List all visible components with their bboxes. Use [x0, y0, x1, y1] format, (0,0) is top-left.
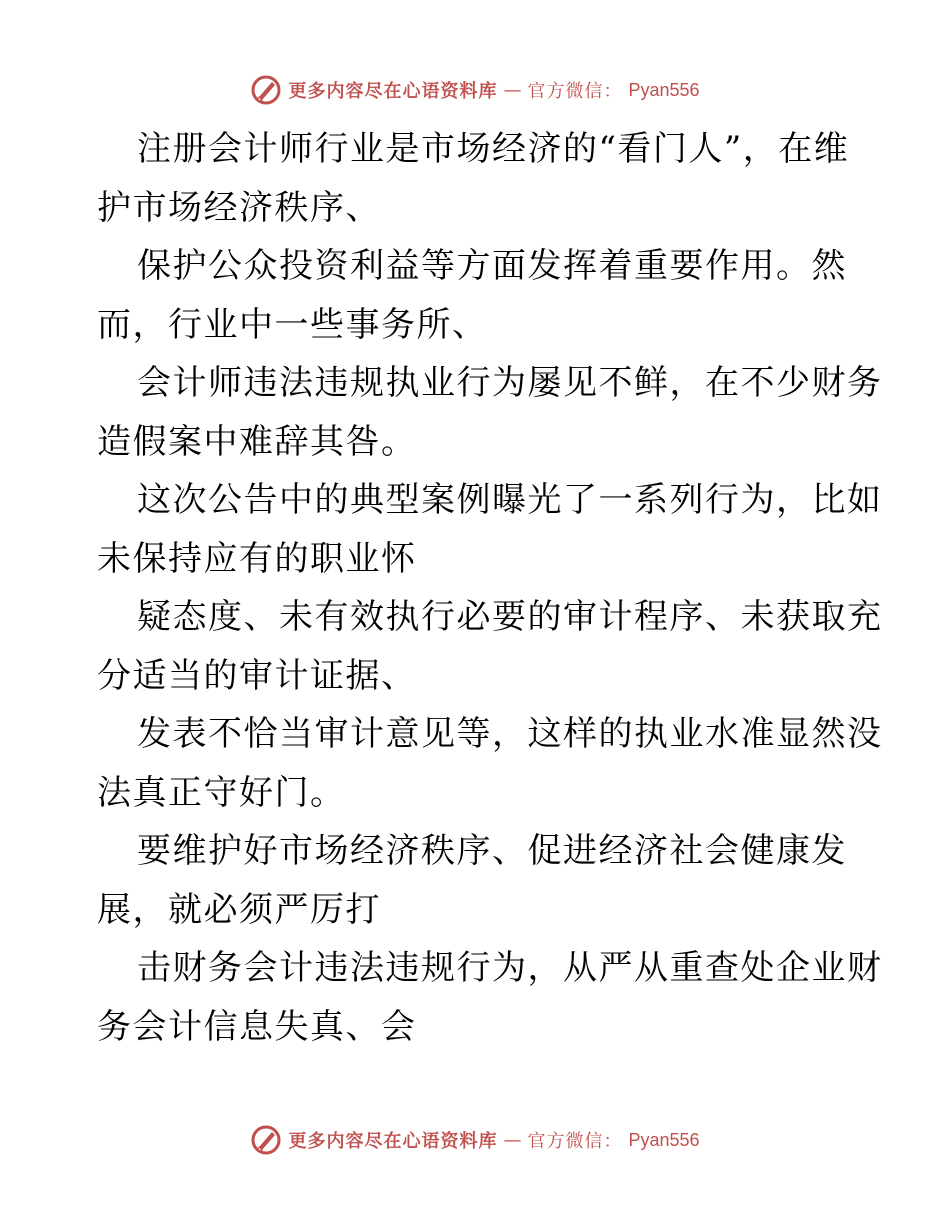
paragraph-2-line-2: 而，行业中一些事务所、: [97, 304, 488, 345]
header-wechat-account: Pyan556: [628, 79, 700, 100]
paragraph-7-line-1: 要维护好市场经济秩序、促进经济社会健康发: [137, 831, 847, 871]
header-wechat-label: 官方微信：: [527, 81, 623, 102]
document-body: [97, 120, 883, 1056]
paragraph-3-line-2: 造假案中难辞其咎。: [97, 421, 417, 462]
paragraph-7-line-2: 展，就必须严厉打: [97, 889, 381, 930]
paragraph-5-line-1: 疑态度、未有效执行必要的审计程序、未获取充: [137, 597, 883, 637]
paragraph-1-line-2: 护市场经济秩序、: [97, 187, 381, 228]
header-separator: —: [503, 79, 522, 101]
footer-wechat-account: Pyan556: [628, 1129, 700, 1150]
header-banner: [0, 70, 950, 110]
paragraph-1-line-1: 注册会计师行业是市场经济的“看门人”，在维: [137, 129, 850, 169]
paragraph-6-line-2: 法真正守好门。: [97, 772, 346, 813]
paragraph-2-line-1: 保护公众投资利益等方面发挥着重要作用。然: [137, 246, 847, 286]
footer-banner: [0, 1120, 950, 1160]
red-circle-pen-logo-icon: [250, 74, 282, 106]
paragraph-3-line-1: 会计师违法违规执业行为屡见不鲜，在不少财务: [137, 363, 883, 403]
paragraph-8-line-2: 务会计信息失真、会: [97, 1006, 417, 1047]
paragraph-5-line-2: 分适当的审计证据、: [97, 655, 417, 696]
footer-wechat-label: 官方微信：: [527, 1131, 623, 1152]
red-circle-pen-logo-icon: [250, 1124, 282, 1156]
footer-site-name: 更多内容尽在心语资料库: [288, 1131, 498, 1152]
paragraph-4-line-2: 未保持应有的职业怀: [97, 538, 417, 579]
paragraph-4-line-1: 这次公告中的典型案例曝光了一系列行为，比如: [137, 480, 883, 520]
paragraph-6-line-1: 发表不恰当审计意见等，这样的执业水准显然没: [137, 714, 883, 754]
paragraph-8-line-1: 击财务会计违法违规行为，从严从重查处企业财: [137, 948, 883, 988]
footer-separator: —: [503, 1129, 522, 1151]
header-site-name: 更多内容尽在心语资料库: [288, 81, 498, 102]
